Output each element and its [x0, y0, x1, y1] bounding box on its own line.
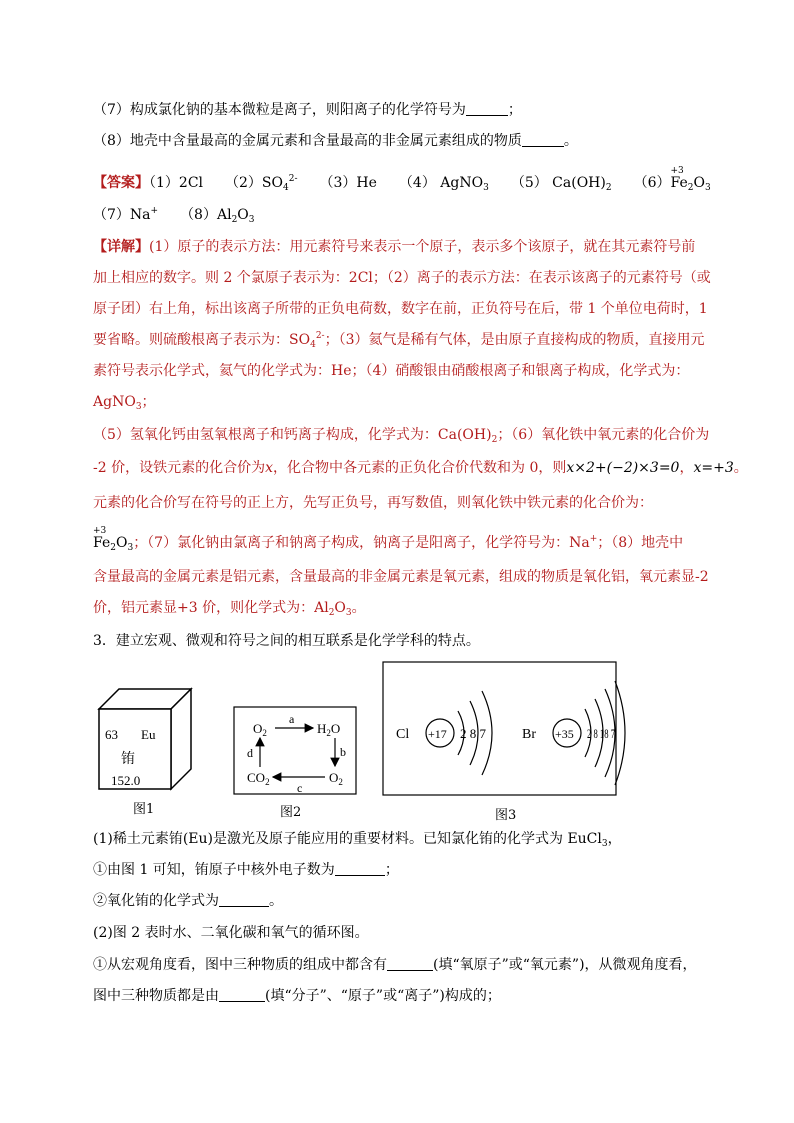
atomic-number: 63: [105, 727, 118, 742]
part-2-intro: (2)图 2 表时水、二氧化碳和氧气的循环图。: [93, 925, 369, 941]
answer-blank[interactable]: [335, 861, 385, 876]
detail-line-4: 要省略。则硫酸根离子表示为：$SO_4^{2-}$；（3）氦气是稀有气体，是由原子直接构成的物质，直接用元: [93, 331, 705, 350]
arrow-label-c: c: [297, 781, 303, 795]
detail-line-2: 加上相应的数字。则 2 个氯原子表示为：2Cl；（2）离子的表示方法：在表示该离子的元素符号（或: [93, 270, 711, 286]
answer-tag: 【答案】: [93, 175, 149, 191]
question-7: （7）构成氯化钠的基本微粒是离子，则阳离子的化学符号为 ；: [93, 102, 522, 118]
answer-blank[interactable]: [466, 101, 508, 116]
question-8: （8）地壳中含量最高的金属元素和含量最高的非金属元素组成的物质 。: [93, 133, 578, 149]
svg-text:CO2: $CO_2$: [247, 770, 270, 787]
figure-1-caption: 图1: [133, 802, 155, 817]
element-name: 铕: [121, 752, 135, 767]
answer-blank[interactable]: [522, 132, 564, 147]
part-2-question-1a: ①从宏观角度看，图中三种物质的组成中都含有 (填“氧原子”或“氧元素”)，从微观角度看，: [93, 957, 697, 973]
atomic-mass: 152.0: [111, 773, 141, 788]
figure-2-caption: 图2: [280, 805, 302, 820]
answer-blank[interactable]: [219, 892, 269, 907]
figure-2-cycle-diagram: [233, 706, 358, 796]
chlorine-shells: 2 8 7: [460, 726, 486, 741]
fe2o3-formula: +3 $Fe_2O_3$: [93, 526, 134, 553]
detail-line-10: +3 $Fe_2O_3$；（7）氯化钠由氯离子和钠离子构成，钠离子是阳离子，化学符号为：Na+；（8）地壳中: [93, 526, 684, 553]
fe2o3-formula: +3 $Fe_2O_3$: [670, 166, 711, 193]
chlorine-symbol: Cl: [396, 727, 410, 742]
answer-line-1: 【答案】（1）2Cl $(2)SO_4^{2-}$ （3）He （4） AgNO$_3$ （5） $Ca(OH)_2$ （6） +3 $Fe_2O_3$: [93, 166, 711, 193]
element-symbol: Eu: [141, 727, 156, 742]
figure-3-caption: 图3: [495, 808, 517, 823]
arrow-label-b: b: [340, 745, 346, 759]
part-1-question-1: ①由图 1 可知，铕原子中核外电子数为 ；: [93, 862, 399, 878]
part-1-question-2: ②氧化铕的化学式为 。: [93, 893, 283, 909]
valence-equation: x×2+(−2)×3=0: [566, 460, 680, 476]
question-3-title: 3．建立宏观、微观和符号之间的相互联系是化学学科的特点。: [93, 633, 480, 649]
detail-line-3: 原子团）右上角，标出该离子所带的正负电荷数，数字在前，正负符号在后，带 1 个单位电荷时，1: [93, 301, 708, 317]
arrow-label-d: d: [247, 746, 253, 760]
detail-line-8: -2 价，设铁元素的化合价为x，化合物中各元素的正负化合价代数和为 0，则x×2+(−2)×3=0，x=+3。: [93, 460, 748, 476]
answer-line-2: （7）Na+ $(8)Al_2O_3$: [93, 206, 255, 225]
detail-line-9: 元素的化合价写在符号的正上方，先写正负号，再写数值，则氧化铁中铁元素的化合价为：: [93, 495, 653, 511]
detail-line-1: 【详解】(1）原子的表示方法：用元素符号来表示一个原子，表示多个该原子，就在其元素符号前: [93, 239, 696, 255]
detail-line-6: AgNO$_3$；: [93, 394, 156, 412]
bromine-symbol: Br: [522, 727, 536, 742]
svg-text:O2: $O_2$: [253, 721, 267, 738]
detail-line-11: 含量最高的金属元素是铝元素，含量最高的非金属元素是氧元素，组成的物质是氧化铝，氧元素显-2: [93, 569, 709, 585]
svg-text:O2: $O_2$: [329, 770, 343, 787]
figure-1-element-cube: [95, 687, 195, 792]
chlorine-nucleus: +17: [428, 727, 447, 741]
answer-blank[interactable]: [387, 956, 433, 971]
detail-line-12: 价，铝元素显+3 价，则化学式为：$Al_2O_3$。: [93, 600, 366, 618]
svg-text:H2O: $H_2O$: [317, 721, 341, 738]
bromine-nucleus: +35: [555, 727, 574, 741]
part-2-question-1b: 图中三种物质都是由 (填“分子”、“原子”或“离子”)构成的；: [93, 988, 501, 1004]
figure-3-atom-structures: [382, 661, 618, 798]
detail-line-7: （5）氢氧化钙由氢氧根离子和钙离子构成，化学式为：$Ca(OH)_2$；（6）氧化铁中氧元素的化合价为: [93, 427, 710, 445]
arrow-label-a: a: [289, 712, 295, 726]
part-1-intro: (1)稀土元素铕(Eu)是激光及原子能应用的重要材料。已知氯化铕的化学式为 EuCl$_3$，: [93, 831, 622, 849]
detail-tag: 【详解】: [93, 239, 149, 255]
bromine-shells: 2 8 18 7: [587, 726, 616, 741]
answer-blank[interactable]: [219, 987, 265, 1002]
detail-line-5: 素符号表示化学式，氦气的化学式为：He；（4）硝酸银由硝酸根离子和银离子构成，化学式为：: [93, 363, 690, 379]
